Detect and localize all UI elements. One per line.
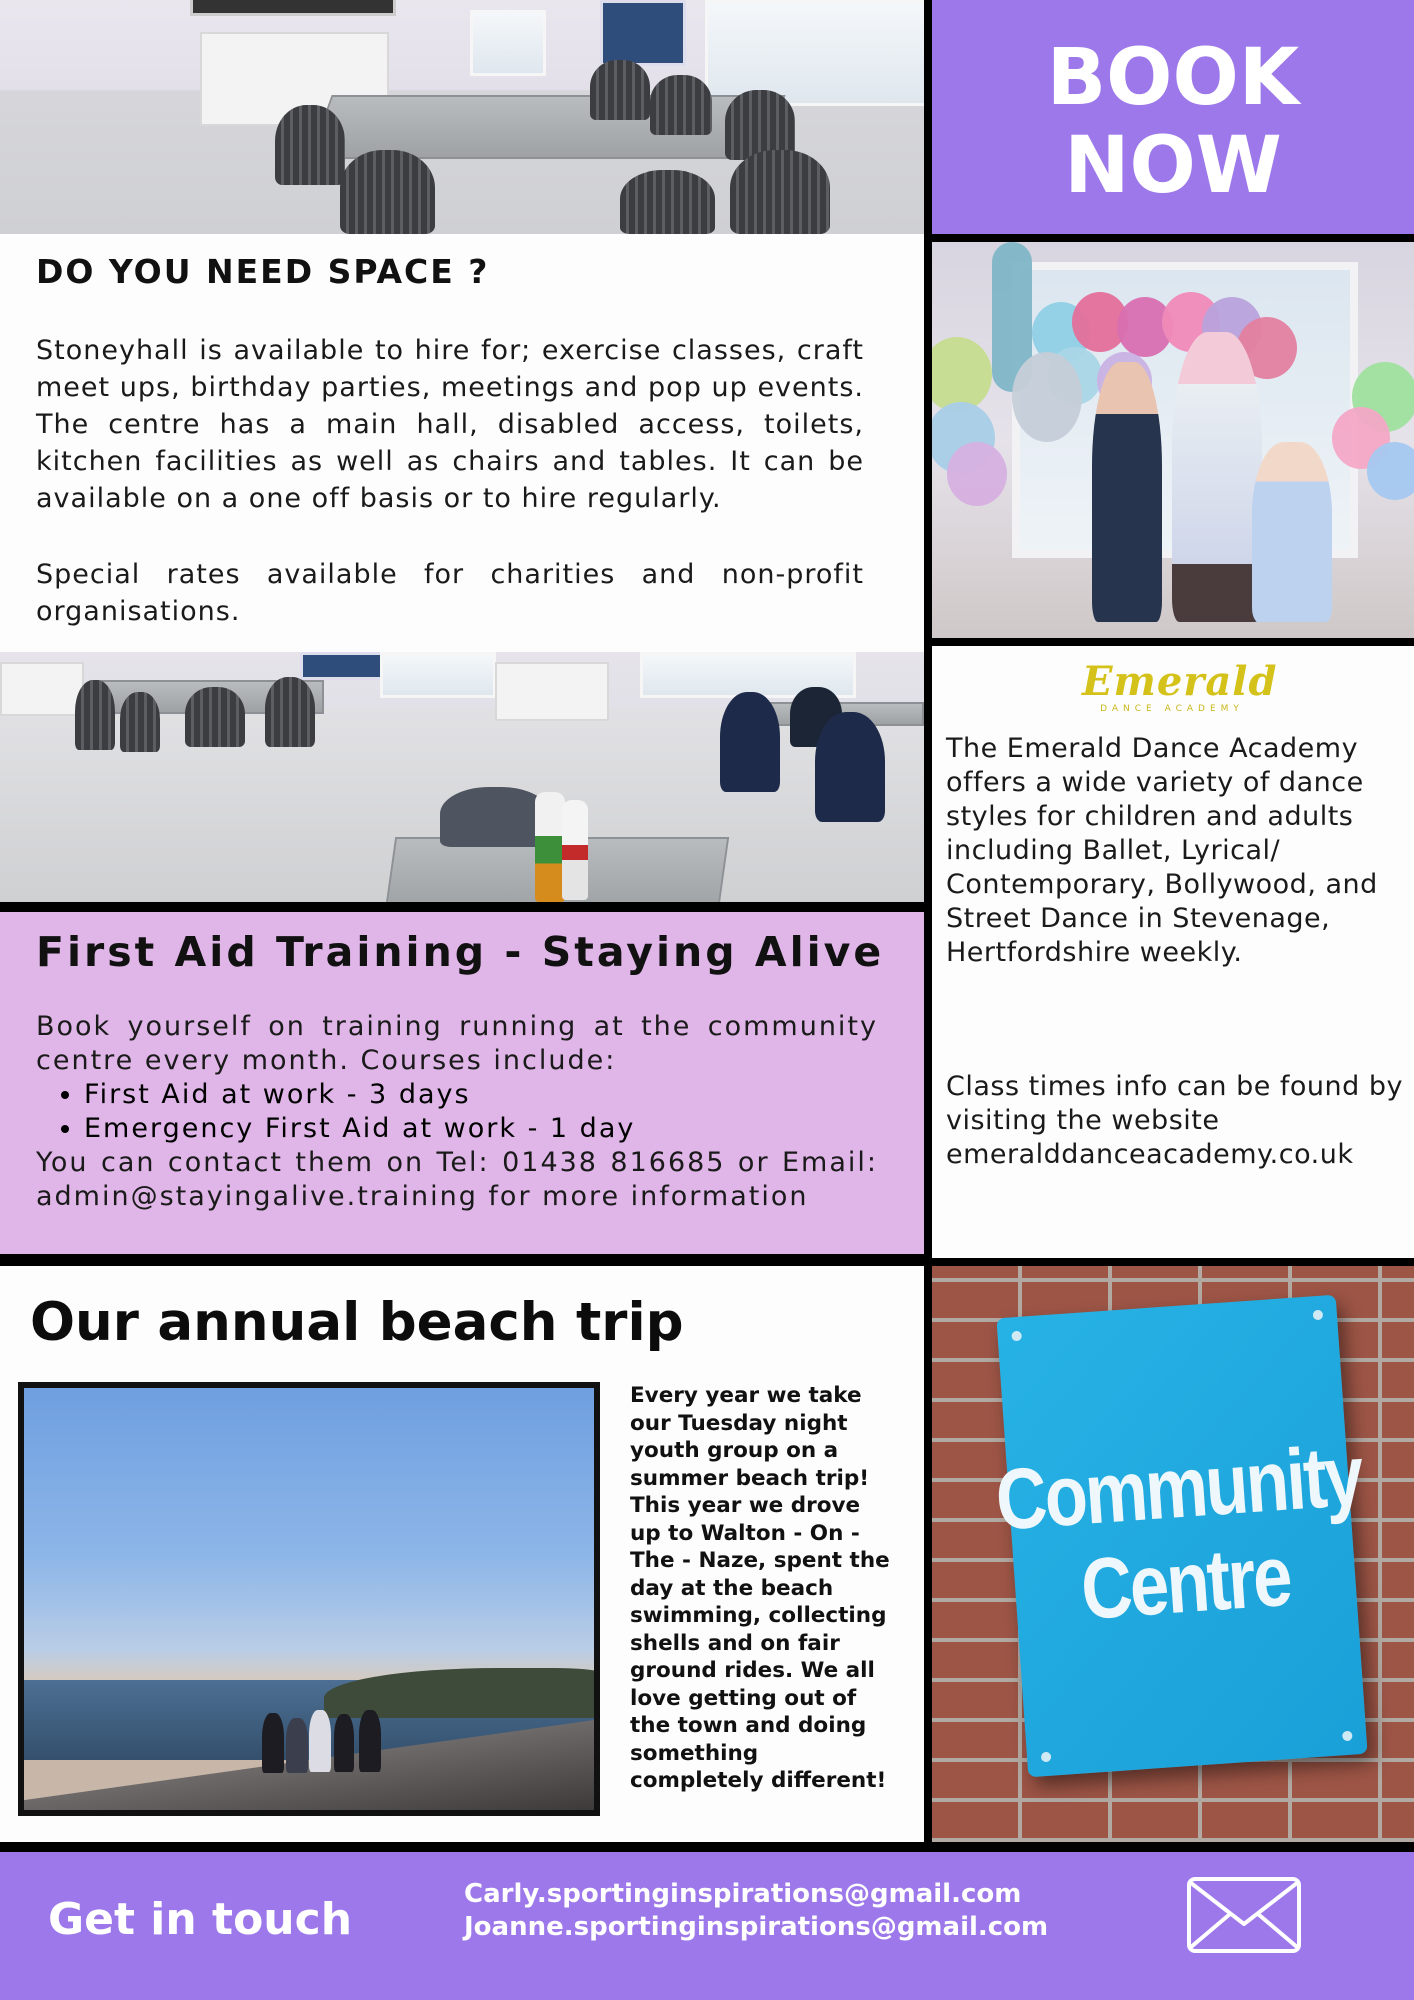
book-now-line1: BOOK [1046, 33, 1300, 123]
emerald-logo-sub: DANCE ACADEMY [1100, 704, 1244, 714]
first-aid-course-item: • First Aid at work - 3 days [84, 1078, 635, 1112]
email-list [464, 1878, 1048, 1944]
first-aid-section [0, 912, 924, 1254]
email-link-carly[interactable]: Carly.sportinginspirations@gmail.com [464, 1879, 1022, 1909]
sign-line-1: Community [992, 1427, 1365, 1550]
community-centre-sign-photo [932, 1266, 1414, 1842]
first-aid-heading: First Aid Training - Staying Alive [36, 928, 885, 976]
email-link-joanne[interactable]: Joanne.sportinginspirations@gmail.com [464, 1912, 1049, 1942]
beach-text: Every year we take our Tuesday night youth group on a summer beach trip! This year we drove up to Walton - On - The - Naze, spent the day at the beach swimming, collecting shells and on fair ground rides. We all love getting out of the town and doing something completely different! [630, 1383, 890, 1793]
first-aid-course-item: • Emergency First Aid at work - 1 day [84, 1112, 635, 1146]
first-aid-course-list [36, 1078, 635, 1146]
space-section [0, 234, 924, 652]
party-photo [932, 242, 1414, 638]
dance-paragraph-1: The Emerald Dance Academy offers a wide variety of dance styles for children and adults including Ballet, Lyrical/ Contemporary, Bollywood, and Street Dance in Stevenage, Hertfordshire weekly. [946, 733, 1378, 968]
footer [0, 1852, 1414, 2000]
envelope-icon[interactable] [1186, 1876, 1302, 1954]
emerald-logo-name: Emerald [1082, 658, 1278, 705]
beach-photo [18, 1382, 600, 1816]
space-heading: DO YOU NEED SPACE ? [36, 252, 490, 291]
beach-heading: Our annual beach trip [30, 1292, 684, 1353]
book-now-line2: NOW [1064, 121, 1282, 211]
hall-photo-middle [0, 652, 924, 902]
book-now-panel[interactable] [932, 0, 1414, 234]
sign-line-2: Centre [1077, 1527, 1293, 1639]
dance-section [932, 646, 1414, 1258]
dance-paragraph-2: Class times info can be found by visiting the website emeralddanceacademy.co.uk [946, 1071, 1403, 1170]
hall-photo-top [0, 0, 924, 234]
beach-section [0, 1266, 924, 1842]
emerald-logo [1082, 658, 1278, 720]
first-aid-contact: You can contact them on Tel: 01438 816685 or Email: admin@stayingalive.training for more information [36, 1147, 878, 1212]
first-aid-intro: Book yourself on training running at the community centre every month. Courses include: [36, 1011, 878, 1076]
space-paragraph-2: Special rates available for charities and non-profit organisations. [36, 559, 864, 627]
space-paragraph-1: Stoneyhall is available to hire for; exercise classes, craft meet ups, birthday parties, meetings and pop up events. The centre has a main hall, disabled access, toilets, kitchen facilities as well as chairs and tables. It can be available on a one off basis or to hire regularly. [36, 335, 864, 514]
get-in-touch-heading: Get in touch [48, 1894, 353, 1945]
